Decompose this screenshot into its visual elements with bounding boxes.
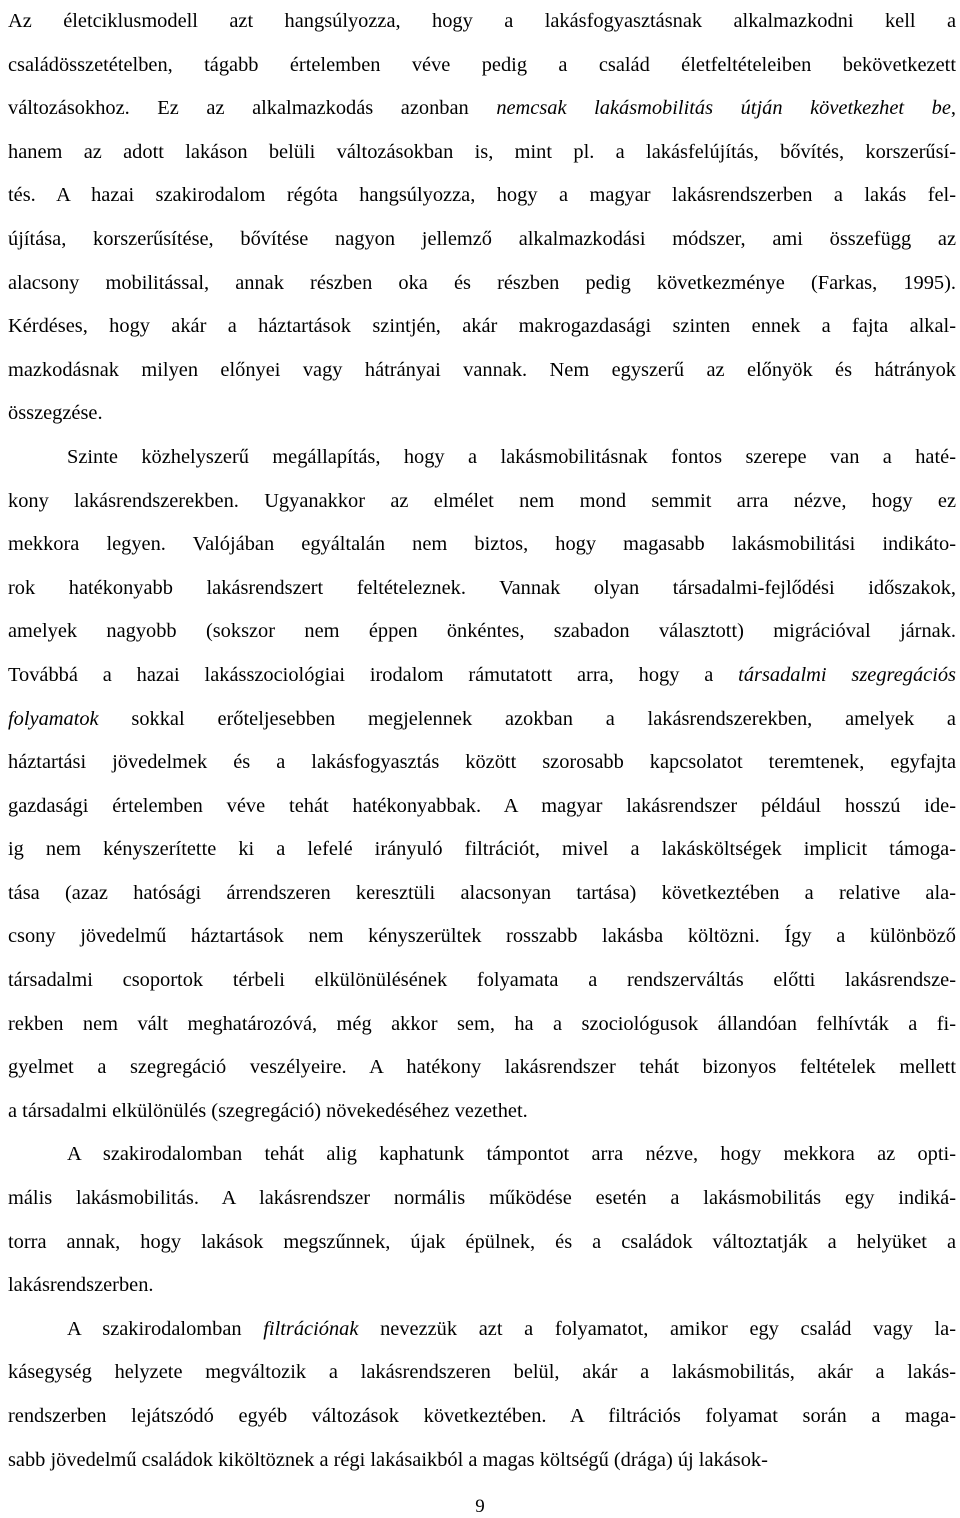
text-line [8,0,956,44]
text-span: csony jövedelmű háztartások nem kényszerültek rosszabb lakásba költözni. Így a különböző [8,925,956,948]
text-span: társadalmi csoportok térbeli elkülönülésének folyamata a rendszerváltás előtti lakásrendsze- [8,969,956,992]
text-span: rendszerben lejátszódó egyéb változások következtében. A filtrációs folyamat során a maga- [8,1405,956,1427]
text-line [8,915,956,959]
text-span: kony lakásrendszerekben. Ugyanakkor az elmélet nem mond semmit arra nézve, hogy ez [8,489,956,512]
document-page [8,0,956,1482]
text-line [8,174,956,218]
text-span: A szakirodalomban tehát alig kaphatunk támpontot arra nézve, hogy mekkora az opti- [67,1143,956,1166]
text-span: amelyek nagyobb (sokszor nem éppen önkéntes, szabadon választott) migrációval járnak. [8,620,956,643]
text-line [8,480,956,524]
text-line [8,1046,956,1090]
text-span: gazdasági értelemben véve tehát hatékonyabbak. A magyar lakásrendszer például hosszú ide- [8,794,956,817]
text-line [8,305,956,349]
text-line [8,959,956,1003]
text-span: rok hatékonyabb lakásrendszert feltételeznek. Vannak olyan társadalmi-fejlődési időszakok, [8,576,956,599]
text-line [8,1308,956,1352]
text-span: Továbbá a hazai lakásszociológiai irodalom rámutatott arra, hogy a [8,663,739,686]
text-span: sabb jövedelmű családok kiköltöznek a régi lakásaikból a magas költségű (drága) új lakások- [8,1448,768,1471]
text-span: alacsony mobilitással, annak részben oka és részben pedig következménye (Farkas, 1995). [8,271,956,294]
text-span: Az életciklusmodell azt hangsúlyozza, hogy a lakásfogyasztásnak alkalmazkodni kell a [8,10,956,32]
text-line [8,1177,956,1221]
text-line [8,131,956,175]
text-line [8,1133,956,1177]
text-span: , [950,97,956,120]
document-body [8,0,956,1482]
text-span: mális lakásmobilitás. A lakásrendszer normális működése esetén a lakásmobilitás egy indiká- [8,1187,956,1210]
text-span: újítása, korszerűsítése, bővítése nagyon jellemző alkalmazkodási módszer, ami összefügg az [8,227,956,250]
text-line [8,218,956,262]
text-line [8,785,956,829]
italic-text: folyamatok [8,707,99,730]
text-span: kásegység helyzete megváltozik a lakásrendszeren belül, akár a lakásmobilitás, akár a lakás- [8,1361,956,1384]
text-line [8,1351,956,1395]
text-span: háztartási jövedelmek és a lakásfogyasztás között szorosabb kapcsolatot teremtenek, egyfajta [8,751,956,774]
italic-text: társadalmi szegregációs [738,663,956,686]
text-line [8,567,956,611]
text-span: torra annak, hogy lakások megszűnnek, újak épülnek, és a családok változtatják a helyüket a [8,1230,956,1253]
paragraph [8,1133,956,1307]
text-line [8,523,956,567]
text-span: változásokhoz. Ez az alkalmazkodás azonban [8,97,497,120]
text-line [8,1090,956,1134]
text-span: lakásrendszerben. [8,1274,154,1297]
text-span: tása (azaz hatósági árrendszeren keresztüli alacsonyan tartása) következtében a relative ala- [8,881,956,904]
text-line [8,262,956,306]
text-span: tés. A hazai szakirodalom régóta hangsúlyozza, hogy a magyar lakásrendszerben a lakás fel- [8,184,956,207]
text-line [8,828,956,872]
italic-text: filtrációnak [263,1317,359,1340]
text-span: összegzése. [8,402,103,425]
text-span: hanem az adott lakáson belüli változásokban is, mint pl. a lakásfelújítás, bővítés, korszerűsí- [8,140,956,163]
text-span: rekben nem vált meghatározóvá, még akkor sem, ha a szociológusok állandóan felhívták a fi- [8,1012,956,1035]
text-span: ig nem kényszerítette ki a lefelé irányuló filtrációt, mivel a lakásköltségek implicit támoga- [8,838,956,861]
text-span: mazkodásnak milyen előnyei vagy hátrányai vannak. Nem egyszerű az előnyök és hátrányok [8,358,956,381]
italic-text: nemcsak lakásmobilitás útján következhet be [496,97,951,120]
text-span: nevezzük azt a folyamatot, amikor egy család vagy la- [358,1317,956,1340]
text-line [8,436,956,480]
text-line [8,1264,956,1308]
text-span: Kérdéses, hogy akár a háztartások szintjén, akár makrogazdasági szinten ennek a fajta alkal- [8,315,956,338]
page-number: 9 [475,1496,485,1517]
paragraph [8,1308,956,1482]
text-line [8,698,956,742]
text-line [8,654,956,698]
text-line [8,1395,956,1439]
paragraph [8,436,956,1134]
text-line [8,1439,956,1483]
paragraph [8,0,956,436]
text-line [8,392,956,436]
text-span: Szinte közhelyszerű megállapítás, hogy a lakásmobilitásnak fontos szerepe van a haté- [67,445,956,468]
text-span: A szakirodalomban [67,1317,264,1340]
text-line [8,610,956,654]
text-line [8,1221,956,1265]
text-line [8,349,956,393]
text-span: mekkora legyen. Valójában egyáltalán nem biztos, hogy magasabb lakásmobilitási indikáto- [8,533,956,556]
text-line [8,872,956,916]
text-line [8,44,956,88]
text-span: gyelmet a szegregáció veszélyeire. A hatékony lakásrendszer tehát bizonyos feltételek mellett [8,1056,956,1079]
text-line [8,87,956,131]
text-line [8,1003,956,1047]
text-span: családösszetételben, tágabb értelemben véve pedig a család életfeltételeiben bekövetkezett [8,53,956,76]
text-span: sokkal erőteljesebben megjelennek azokban a lakásrendszerekben, amelyek a [98,707,956,730]
text-line [8,741,956,785]
text-span: a társadalmi elkülönülés (szegregáció) növekedéséhez vezethet. [8,1099,528,1122]
